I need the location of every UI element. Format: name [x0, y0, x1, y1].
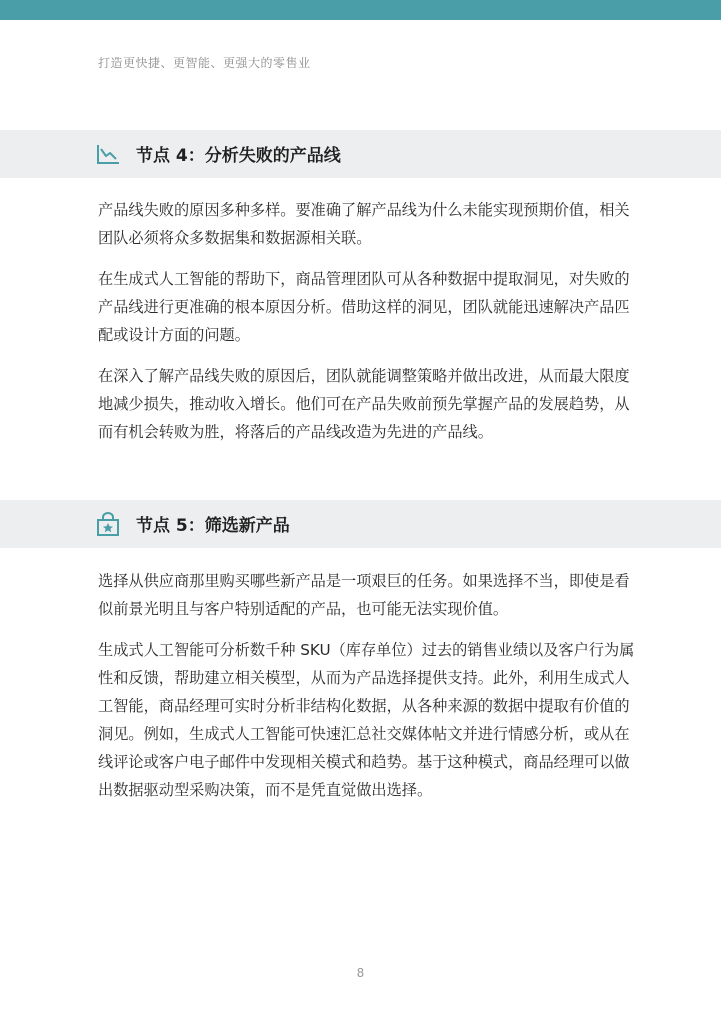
shopping-bag-star-icon [96, 512, 120, 536]
section-4-title: 节点 4：分析失败的产品线 [136, 146, 341, 166]
section-5-paragraph-2: 生成式人工智能可分析数千种 SKU（库存单位）过去的销售业绩以及客户行为属性和反馈，帮助建立相关模型，从而为产品选择提供支持。此外，利用生成式人工智能，商品经理可实时分析非结构化数据，从各种来源的数据中提取有价值的洞见。例如，生成式人工智能可快速汇总社交媒体帖文并进行情感分析，或从在线评论或客户电子邮件中发现相关模式和趋势。基于这种模式，商品经理可以做出数据驱动型采购决策，而不是凭直觉做出选择。 [98, 641, 635, 799]
section-4-paragraph-3: 在深入了解产品线失败的原因后，团队就能调整策略并做出改进，从而最大限度地减少损失，推动收入增长。他们可在产品失败前预先掌握产品的发展趋势，从而有机会转败为胜，将落后的产品线改造为先进的产品线。 [98, 367, 630, 441]
section-5-header [0, 500, 721, 548]
line-chart-icon [96, 142, 120, 166]
section-4-paragraph-1: 产品线失败的原因多种多样。要准确了解产品线为什么未能实现预期价值，相关团队必须将众多数据集和数据源相关联。 [98, 201, 630, 247]
section-5-paragraph-1: 选择从供应商那里购买哪些新产品是一项艰巨的任务。如果选择不当，即使是看似前景光明且与客户特别适配的产品，也可能无法实现价值。 [98, 572, 630, 618]
section-4-header [0, 130, 721, 178]
document-header: 打造更快捷、更智能、更强大的零售业 [98, 56, 311, 70]
section-5-title: 节点 5：筛选新产品 [136, 516, 290, 536]
top-accent-bar [0, 0, 721, 20]
section-4-paragraph-2: 在生成式人工智能的帮助下，商品管理团队可从各种数据中提取洞见，对失败的产品线进行更准确的根本原因分析。借助这样的洞见，团队就能迅速解决产品匹配或设计方面的问题。 [98, 270, 630, 344]
page-number: 8 [356, 966, 365, 980]
